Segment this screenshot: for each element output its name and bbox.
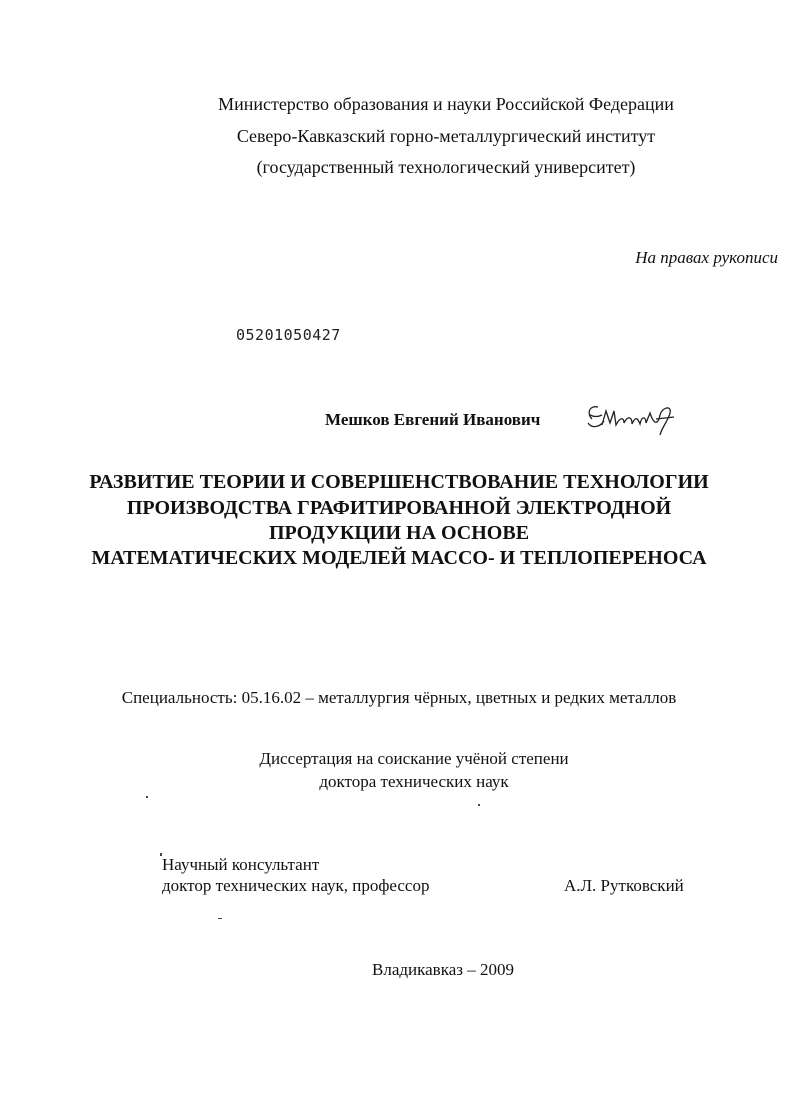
author-name: Мешков Евгений Иванович: [325, 410, 541, 429]
scan-speck: [218, 918, 222, 919]
specialty-line: Специальность: 05.16.02 – металлургия чёрных, цветных и редких металлов: [121, 688, 677, 707]
ministry-line: Министерство образования и науки Российской Федерации: [218, 94, 674, 114]
dissertation-line-2: доктора технических наук: [319, 772, 509, 791]
university-line: (государственный технологический университет): [256, 157, 636, 177]
rights-note: На правах рукописи: [635, 248, 778, 267]
scan-speck: [478, 804, 480, 806]
signature-icon: [580, 397, 680, 437]
registry-code: 05201050427: [236, 326, 341, 344]
title-line-4: МАТЕМАТИЧЕСКИХ МОДЕЛЕЙ МАССО- И ТЕПЛОПЕРЕНОСА: [91, 547, 707, 569]
consultant-role: Научный консультант: [162, 855, 320, 874]
institute-line: Северо-Кавказский горно-металлургический институт: [236, 126, 656, 146]
consultant-name: А.Л. Рутковский: [564, 876, 684, 895]
title-line-3: ПРОДУКЦИИ НА ОСНОВЕ: [268, 522, 530, 544]
title-line-1: РАЗВИТИЕ ТЕОРИИ И СОВЕРШЕНСТВОВАНИЕ ТЕХНОЛОГИИ: [89, 471, 709, 493]
place-year: Владикавказ – 2009: [372, 960, 514, 979]
scan-speck: [160, 853, 162, 856]
scan-speck: [146, 796, 148, 798]
dissertation-line-1: Диссертация на соискание учёной степени: [259, 749, 569, 768]
title-line-2: ПРОИЗВОДСТВА ГРАФИТИРОВАННОЙ ЭЛЕКТРОДНОЙ: [126, 497, 672, 519]
consultant-degree: доктор технических наук, профессор: [162, 876, 430, 895]
